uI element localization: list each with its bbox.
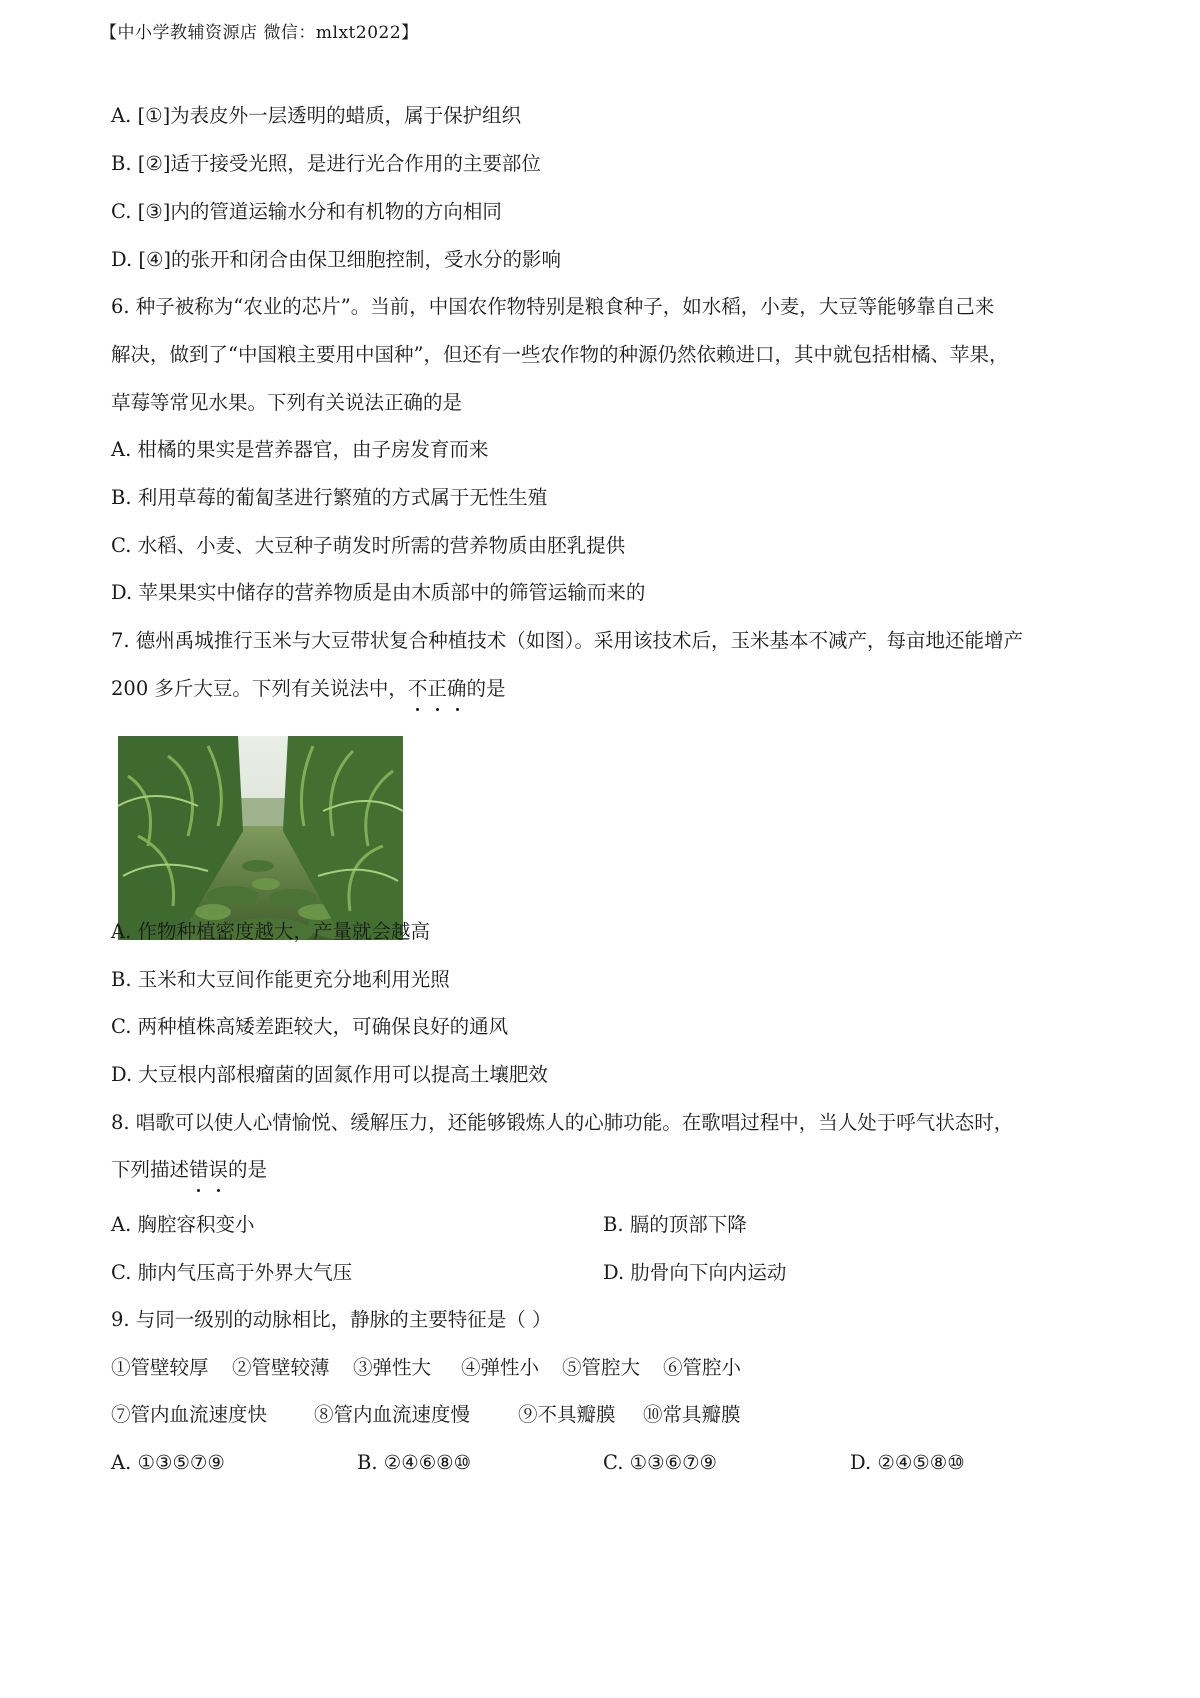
q7-stem-line-1: 7. 德州禹城推行玉米与大豆带状复合种植技术（如图）。采用该技术后，玉米基本不减产，每亩地还能增产 xyxy=(111,629,1024,652)
q7-option-a: A. 作物种植密度越大，产量就会越高 xyxy=(111,920,430,943)
page-header: 【中小学教辅资源店 微信：mlxt2022】 xyxy=(100,23,419,43)
q9-item-8: ⑧管内血流速度慢 xyxy=(314,1403,471,1426)
q8-stem-post: 的是 xyxy=(228,1158,268,1181)
q6-stem-line-1: 6. 种子被称为“农业的芯片”。当前，中国农作物特别是粮食种子，如水稻，小麦，大豆等能够靠自己来 xyxy=(111,295,995,318)
q5-option-b: B. [②]适于接受光照，是进行光合作用的主要部位 xyxy=(111,152,541,175)
q8-stem-pre: 下列描述 xyxy=(111,1158,190,1181)
q7-stem-post: 的是 xyxy=(466,677,506,700)
q9-item-3: ③弹性大 xyxy=(353,1356,432,1379)
q7-option-d: D. 大豆根内部根瘤菌的固氮作用可以提高土壤肥效 xyxy=(111,1063,548,1086)
q6-option-d: D. 苹果果实中储存的营养物质是由木质部中的筛管运输而来的 xyxy=(111,581,646,604)
q9-item-2: ②管壁较薄 xyxy=(232,1356,330,1379)
q8-option-c: C. 肺内气压高于外界大气压 xyxy=(111,1261,353,1284)
q9-item-7: ⑦管内血流速度快 xyxy=(111,1403,268,1426)
q9-item-9: ⑨不具瓣膜 xyxy=(518,1403,616,1426)
q8-option-b: B. 膈的顶部下降 xyxy=(603,1213,747,1236)
q7-stem-line-2 xyxy=(111,675,505,703)
q8-option-d: D. 肋骨向下向内运动 xyxy=(603,1261,787,1284)
q8-option-a: A. 胸腔容积变小 xyxy=(111,1213,255,1236)
q9-option-b: B. ②④⑥⑧⑩ xyxy=(357,1451,472,1474)
q8-stem-line-2 xyxy=(111,1156,267,1184)
q7-option-b: B. 玉米和大豆间作能更充分地利用光照 xyxy=(111,968,450,991)
q9-item-10: ⑩常具瓣膜 xyxy=(643,1403,741,1426)
q6-option-a: A. 柑橘的果实是营养器官，由子房发育而来 xyxy=(111,438,489,461)
q7-option-c: C. 两种植株高矮差距较大，可确保良好的通风 xyxy=(111,1015,509,1038)
corn-soybean-field-photo xyxy=(118,736,403,940)
q8-emphasis: 错误 xyxy=(189,1156,228,1184)
q6-option-b: B. 利用草莓的葡匐茎进行繁殖的方式属于无性生殖 xyxy=(111,486,548,509)
q9-option-c: C. ①③⑥⑦⑨ xyxy=(603,1451,718,1474)
q9-stem: 9. 与同一级别的动脉相比，静脉的主要特征是（ ） xyxy=(111,1308,552,1331)
q9-item-1: ①管壁较厚 xyxy=(111,1356,209,1379)
q9-item-4: ④弹性小 xyxy=(461,1356,540,1379)
q9-option-a: A. ①③⑤⑦⑨ xyxy=(111,1451,225,1474)
q9-item-5: ⑤管腔大 xyxy=(562,1356,641,1379)
q5-option-a: A. [①]为表皮外一层透明的蜡质，属于保护组织 xyxy=(111,104,522,127)
q8-stem-line-1: 8. 唱歌可以使人心情愉悦、缓解压力，还能够锻炼人的心肺功能。在歌唱过程中，当人处于呼气状态时， xyxy=(111,1111,1014,1134)
q6-option-c: C. 水稻、小麦、大豆种子萌发时所需的营养物质由胚乳提供 xyxy=(111,534,626,557)
q6-stem-line-2: 解决，做到了“中国粮主要用中国种”，但还有一些农作物的种源仍然依赖进口，其中就包括柑橘、苹果， xyxy=(111,343,1009,366)
q7-emphasis: 不正确 xyxy=(408,675,467,703)
q7-stem-pre: 200 多斤大豆。下列有关说法中， xyxy=(111,677,408,700)
q5-option-d: D. [④]的张开和闭合由保卫细胞控制，受水分的影响 xyxy=(111,248,562,271)
q5-option-c: C. [③]内的管道运输水分和有机物的方向相同 xyxy=(111,200,502,223)
q9-item-6: ⑥管腔小 xyxy=(663,1356,742,1379)
q9-option-d: D. ②④⑤⑧⑩ xyxy=(850,1451,965,1474)
q6-stem-line-3: 草莓等常见水果。下列有关说法正确的是 xyxy=(111,391,463,414)
field-photo-illustration xyxy=(118,736,403,940)
